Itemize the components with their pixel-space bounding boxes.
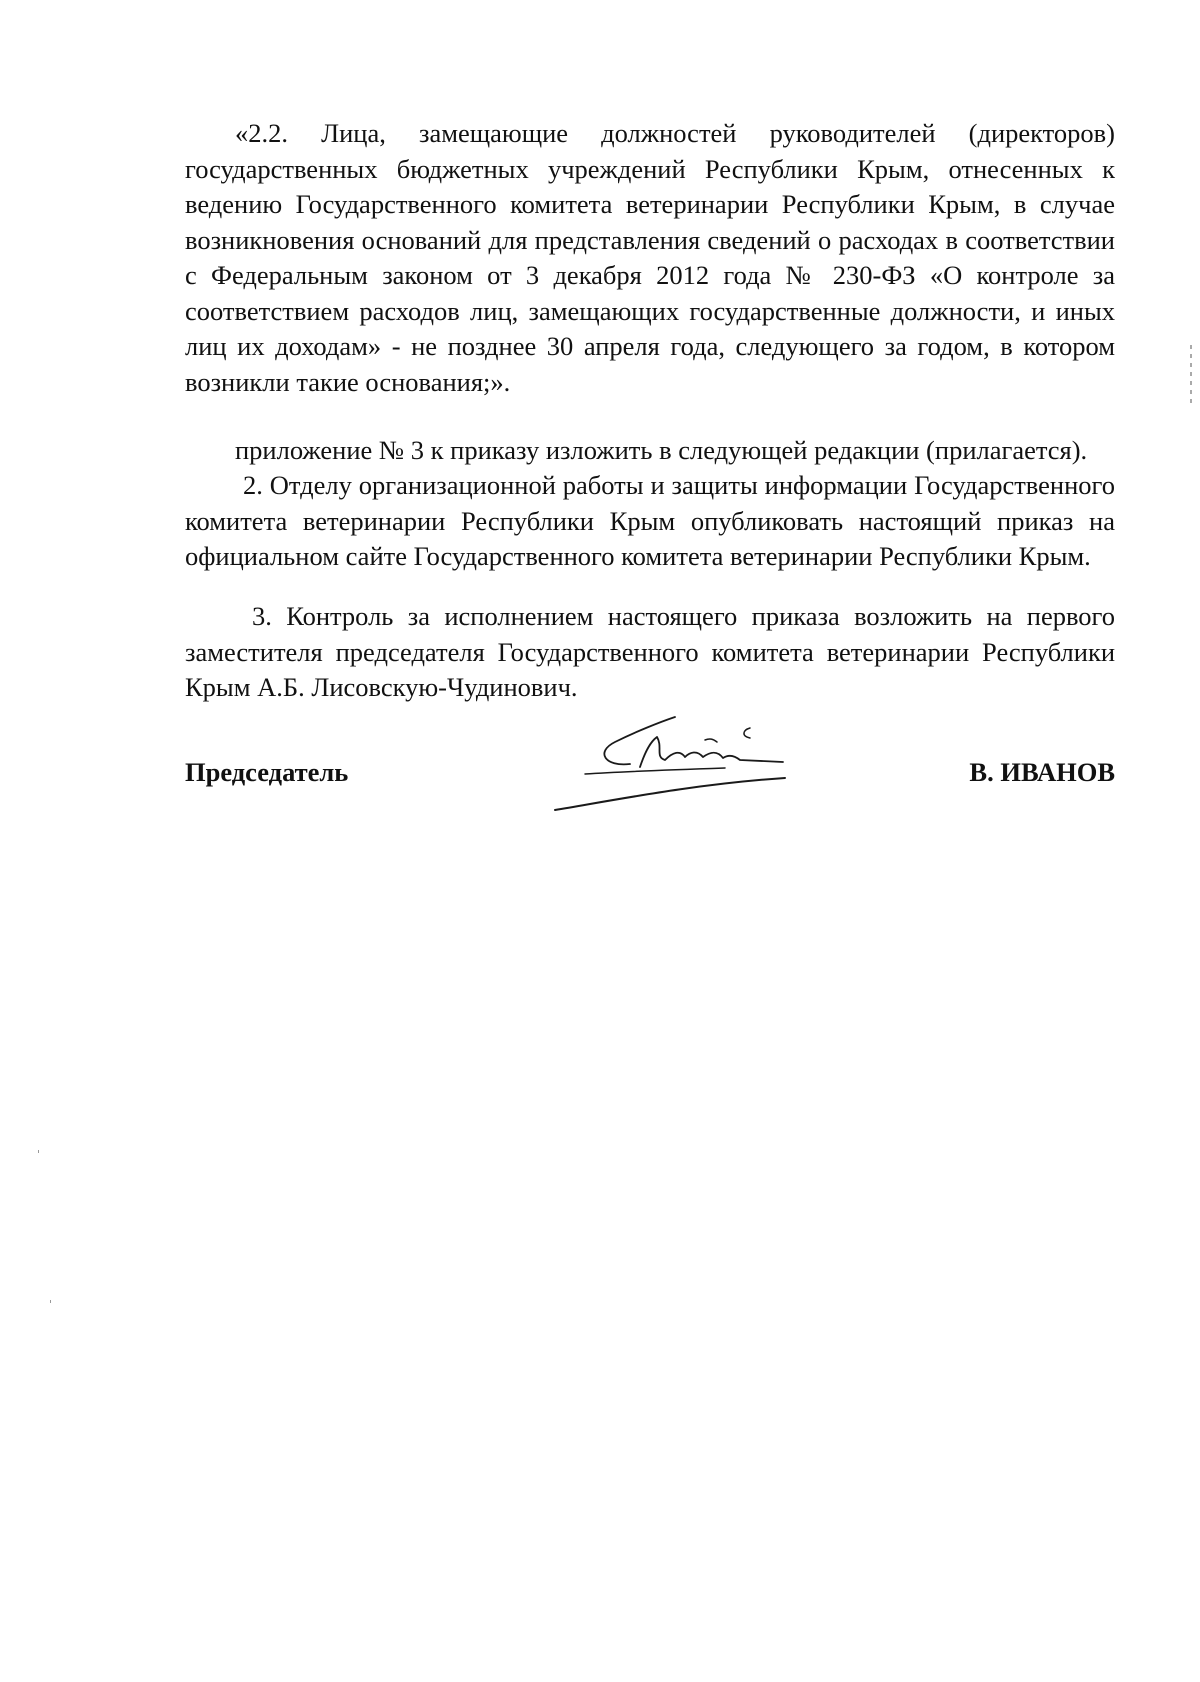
signature-main-stroke <box>640 737 783 767</box>
item-3-paragraph: 3. Контроль за исполнением настоящего приказа возложить на первого заместителя председателя Государственного комитета ветеринарии Республики Крым А.Б. Лисовскую-Чудинович. <box>185 601 1115 702</box>
handwritten-signature <box>545 712 845 822</box>
scan-artifact-left-2 <box>50 1300 51 1303</box>
signature-tail-stroke <box>585 768 725 774</box>
appendix-note-paragraph: приложение № 3 к приказу изложить в следующей редакции (прилагается). <box>235 435 1088 465</box>
signature-mark-2 <box>744 728 750 738</box>
signature-mark-1 <box>705 739 717 742</box>
clause-2-2-paragraph: «2.2. Лица, замещающие должностей руководителей (директоров) государственных бюджетных учреждений Республики Крым, отнесенных к ведению Государственного комитета ветеринарии Республики Крым, в случае возникновения оснований для представления сведений о расходах в соответствии с Федеральным законом от 3 декабря 2012 года № 230-ФЗ «О контроле за соответствием расходов лиц, замещающих государственные должности, и иных лиц их доходам» - не позднее 30 апреля года, следующего за годом, в котором возникли такие основания;». <box>185 118 1115 397</box>
item-2-paragraph: 2. Отделу организационной работы и защиты информации Государственного комитета ветеринарии Республики Крым опубликовать настоящий приказ на официальном сайте Государственного комитета ветеринарии Республики Крым. <box>185 470 1115 571</box>
signatory-name: В. ИВАНОВ <box>969 757 1115 787</box>
scan-artifact-left-1 <box>38 1150 39 1153</box>
signature-loop-stroke <box>604 717 675 764</box>
signatory-title: Председатель <box>185 757 349 787</box>
scan-artifact-right <box>1190 345 1192 405</box>
signature-underline-stroke <box>555 778 785 810</box>
